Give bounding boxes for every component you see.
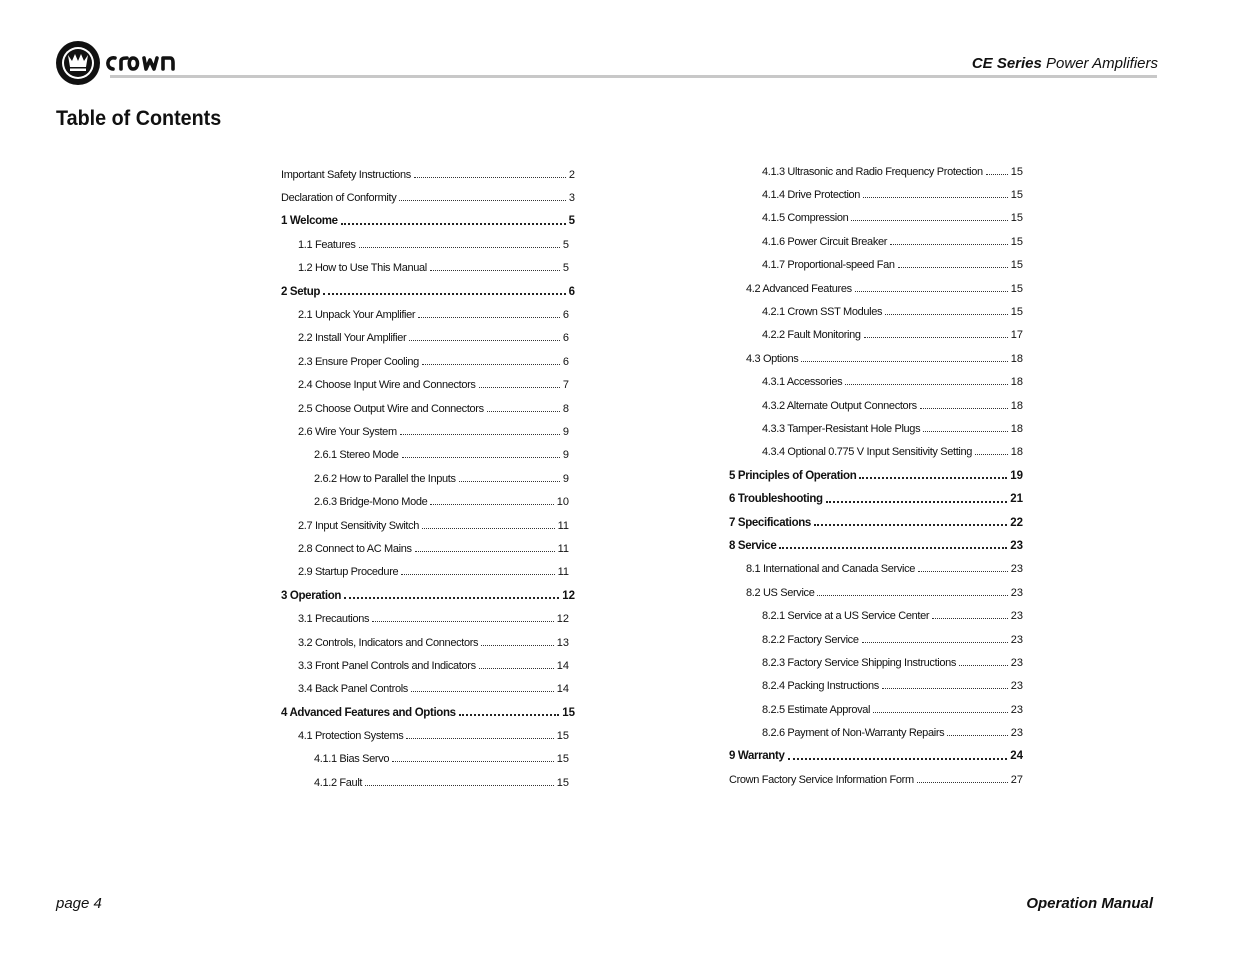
toc-entry-title: 8.2.1 Service at a US Service Center: [762, 610, 930, 623]
toc-entry[interactable]: [281, 327, 575, 350]
toc-dot-leader: [788, 758, 1008, 760]
toc-entry-title: 4.3.2 Alternate Output Connectors: [762, 399, 917, 412]
toc-dot-leader: [365, 785, 554, 786]
toc-dot-leader: [947, 735, 1007, 736]
toc-entry[interactable]: [729, 581, 1023, 604]
toc-entry[interactable]: [729, 207, 1023, 230]
toc-entry[interactable]: [281, 631, 575, 654]
toc-entry[interactable]: [729, 651, 1023, 674]
toc-dot-leader: [859, 477, 1007, 479]
toc-entry-title: 8.2.5 Estimate Approval: [762, 703, 871, 716]
toc-entry-page: 27: [1010, 773, 1023, 786]
toc-entry-page: 9: [562, 425, 569, 438]
toc-dot-leader: [845, 384, 1007, 385]
toc-entry-page: 5: [568, 215, 575, 228]
toc-entry-page: 18: [1010, 352, 1023, 365]
toc-dot-leader: [855, 291, 1008, 292]
toc-entry[interactable]: [729, 300, 1023, 323]
toc-entry-title: 2.2 Install Your Amplifier: [298, 332, 407, 345]
toc-dot-leader: [479, 387, 560, 388]
toc-entry[interactable]: [729, 441, 1023, 464]
toc-entry[interactable]: [281, 210, 575, 233]
toc-dot-leader: [801, 361, 1007, 362]
toc-dot-leader: [898, 267, 1008, 268]
toc-entry-page: 23: [1010, 610, 1023, 623]
toc-dot-leader: [885, 314, 1008, 315]
toc-entry-title: 4 Advanced Features and Options: [281, 706, 456, 719]
toc-entry[interactable]: [729, 324, 1023, 347]
toc-entry-title: 4.1 Protection Systems: [298, 730, 404, 743]
toc-entry-title: 4.3.1 Accessories: [762, 376, 843, 389]
toc-entry-title: 8 Service: [729, 539, 777, 552]
toc-dot-leader: [863, 197, 1008, 198]
toc-entry[interactable]: [281, 724, 575, 747]
toc-dot-leader: [401, 574, 554, 575]
toc-dot-leader: [975, 454, 1008, 455]
toc-entry[interactable]: [281, 467, 575, 490]
toc-entry-title: 4.2.1 Crown SST Modules: [762, 306, 883, 319]
toc-dot-leader: [826, 501, 1007, 503]
toc-entry-title: 4.3.3 Tamper-Resistant Hole Plugs: [762, 422, 921, 435]
toc-dot-leader: [487, 411, 560, 412]
toc-entry-page: 14: [556, 683, 569, 696]
toc-entry[interactable]: [281, 537, 575, 560]
toc-entry-page: 23: [1010, 703, 1023, 716]
toc-entry-title: 4.2 Advanced Features: [746, 282, 852, 295]
toc-entry-title: 2.6.1 Stereo Mode: [314, 449, 399, 462]
toc-dot-leader: [422, 364, 560, 365]
toc-entry-page: 23: [1010, 586, 1023, 599]
toc-entry-page: 15: [556, 730, 569, 743]
toc-entry[interactable]: [729, 745, 1023, 768]
toc-entry[interactable]: [729, 417, 1023, 440]
toc-dot-leader: [779, 547, 1007, 549]
toc-entry[interactable]: [729, 464, 1023, 487]
toc-entry[interactable]: [729, 371, 1023, 394]
toc-dot-leader: [923, 431, 1008, 432]
toc-entry-page: 11: [557, 542, 569, 555]
toc-entry[interactable]: [281, 514, 575, 537]
series-name: CE Series: [971, 55, 1042, 72]
toc-entry-title: 3.4 Back Panel Controls: [298, 683, 408, 696]
toc-entry[interactable]: [281, 350, 575, 373]
toc-entry-title: 2 Setup: [281, 285, 321, 298]
toc-dot-leader: [406, 738, 553, 739]
toc-entry-title: 2.9 Startup Procedure: [298, 566, 399, 579]
toc-dot-leader: [392, 761, 554, 762]
toc-entry-page: 18: [1010, 376, 1023, 389]
toc-entry-title: 4.3.4 Optional 0.775 V Input Sensitivity Setting: [762, 446, 973, 459]
toc-entry[interactable]: [281, 397, 575, 420]
toc-dot-leader: [479, 668, 554, 669]
toc-entry-title: 3.1 Precautions: [298, 613, 370, 626]
toc-entry[interactable]: [281, 584, 575, 607]
toc-entry-page: 6: [562, 332, 569, 345]
toc-dot-leader: [409, 340, 560, 341]
toc-entry-page: 6: [568, 285, 575, 298]
toc-dot-leader: [459, 481, 560, 482]
toc-dot-leader: [323, 293, 566, 295]
toc-entry[interactable]: [729, 277, 1023, 300]
toc-entry-page: 19: [1010, 469, 1023, 482]
toc-entry-title: 4.2.2 Fault Monitoring: [762, 329, 861, 342]
toc-entry-page: 11: [557, 519, 569, 532]
toc-entry-title: 4.1.7 Proportional-speed Fan: [762, 259, 895, 272]
toc-entry-page: 23: [1010, 539, 1023, 552]
toc-dot-leader: [399, 200, 566, 201]
toc-entry-page: 15: [1010, 189, 1023, 202]
toc-entry-title: 2.1 Unpack Your Amplifier: [298, 309, 416, 322]
toc-entry-page: 9: [562, 472, 569, 485]
toc-entry-title: 2.5 Choose Output Wire and Connectors: [298, 402, 484, 415]
toc-entry-page: 22: [1010, 516, 1023, 529]
toc-entry[interactable]: [281, 257, 575, 280]
toc-dot-leader: [430, 270, 560, 271]
toc-entry-page: 15: [562, 706, 575, 719]
toc-entry-title: 8.2.3 Factory Service Shipping Instructions: [762, 656, 957, 669]
toc-entry-page: 21: [1010, 493, 1023, 506]
toc-entry-page: 12: [562, 589, 575, 602]
toc-dot-leader: [481, 645, 554, 646]
toc-entry-page: 23: [1010, 563, 1023, 576]
toc-dot-leader: [344, 597, 559, 599]
toc-entry-page: 7: [562, 379, 569, 392]
toc-dot-leader: [415, 551, 555, 552]
toc-entry-page: 15: [1010, 259, 1023, 272]
toc-dot-leader: [402, 457, 560, 458]
toc-dot-leader: [430, 504, 553, 505]
toc-entry-page: 2: [568, 168, 575, 181]
toc-entry-title: 4.3 Options: [746, 352, 799, 365]
toc-entry-page: 10: [556, 496, 569, 509]
toc-entry[interactable]: [729, 487, 1023, 510]
toc-entry-title: 3 Operation: [281, 589, 342, 602]
toc-entry-title: 1.2 How to Use This Manual: [298, 262, 427, 275]
series-subtitle: Power Amplifiers: [1041, 55, 1158, 72]
toc-entry-page: 23: [1010, 633, 1023, 646]
toc-entry-title: 2.3 Ensure Proper Cooling: [298, 355, 419, 368]
toc-dot-leader: [459, 714, 560, 716]
toc-entry-page: 17: [1010, 329, 1023, 342]
toc-dot-leader: [920, 408, 1008, 409]
toc-entry-page: 6: [562, 309, 569, 322]
toc-entry-title: 2.7 Input Sensitivity Switch: [298, 519, 420, 532]
toc-entry[interactable]: [281, 771, 575, 794]
toc-entry[interactable]: [729, 768, 1023, 791]
toc-entry-title: 3.2 Controls, Indicators and Connectors: [298, 636, 479, 649]
crown-logo: [55, 40, 205, 86]
toc-entry-title: 2.8 Connect to AC Mains: [298, 542, 412, 555]
toc-entry-title: 2.6.3 Bridge-Mono Mode: [314, 496, 428, 509]
toc-entry[interactable]: [281, 186, 575, 209]
toc-entry-page: 15: [556, 776, 569, 789]
toc-entry[interactable]: [729, 534, 1023, 557]
toc-dot-leader: [917, 782, 1008, 783]
toc-entry[interactable]: [281, 233, 575, 256]
toc-entry-title: 6 Troubleshooting: [729, 493, 823, 506]
toc-entry[interactable]: [281, 654, 575, 677]
toc-entry-title: 2.6 Wire Your System: [298, 425, 397, 438]
toc-entry-title: 4.1.3 Ultrasonic and Radio Frequency Protection: [762, 165, 983, 178]
toc-entry[interactable]: [281, 561, 575, 584]
toc-entry[interactable]: [281, 701, 575, 724]
toc-right-column: [729, 160, 1023, 792]
toc-entry-page: 12: [556, 613, 569, 626]
toc-entry-title: 4.1.5 Compression: [762, 212, 849, 225]
toc-entry-page: 15: [1010, 235, 1023, 248]
toc-dot-leader: [882, 688, 1008, 689]
toc-entry-title: 8.1 International and Canada Service: [746, 563, 916, 576]
toc-entry[interactable]: [729, 230, 1023, 253]
toc-left-column: [281, 163, 575, 795]
toc-entry-page: 24: [1010, 750, 1023, 763]
toc-entry[interactable]: [281, 444, 575, 467]
toc-dot-leader: [918, 571, 1008, 572]
toc-entry[interactable]: [729, 698, 1023, 721]
toc-dot-leader: [959, 665, 1008, 666]
toc-entry[interactable]: [281, 748, 575, 771]
footer-page-number: page 4: [56, 895, 102, 912]
series-title: [972, 55, 1158, 72]
toc-entry-page: 15: [1010, 165, 1023, 178]
toc-dot-leader: [864, 337, 1008, 338]
toc-dot-leader: [890, 244, 1008, 245]
toc-entry-page: 15: [556, 753, 569, 766]
toc-entry[interactable]: [281, 303, 575, 326]
toc-entry-title: 4.1.4 Drive Protection: [762, 189, 861, 202]
toc-entry-page: 18: [1010, 446, 1023, 459]
toc-dot-leader: [862, 642, 1008, 643]
toc-entry-page: 23: [1010, 680, 1023, 693]
toc-entry[interactable]: [729, 558, 1023, 581]
toc-dot-leader: [851, 220, 1007, 221]
toc-dot-leader: [986, 174, 1008, 175]
toc-entry-title: 4.1.1 Bias Servo: [314, 753, 390, 766]
toc-entry-page: 6: [562, 355, 569, 368]
toc-dot-leader: [814, 524, 1007, 526]
toc-entry[interactable]: [281, 163, 575, 186]
footer-manual-title: Operation Manual: [1026, 895, 1153, 912]
toc-entry[interactable]: [729, 604, 1023, 627]
toc-entry[interactable]: [281, 607, 575, 630]
toc-entry[interactable]: [729, 394, 1023, 417]
toc-dot-leader: [341, 223, 566, 225]
toc-entry-title: 1.1 Features: [298, 238, 356, 251]
toc-entry-page: 15: [1010, 306, 1023, 319]
toc-entry-page: 14: [556, 659, 569, 672]
toc-entry-title: 2.6.2 How to Parallel the Inputs: [314, 472, 456, 485]
toc-entry-page: 8: [562, 402, 569, 415]
toc-dot-leader: [932, 618, 1008, 619]
toc-dot-leader: [414, 177, 566, 178]
toc-entry[interactable]: [729, 183, 1023, 206]
toc-entry[interactable]: [729, 675, 1023, 698]
toc-entry-title: 9 Warranty: [729, 750, 785, 763]
toc-dot-leader: [817, 595, 1007, 596]
toc-entry[interactable]: [729, 254, 1023, 277]
toc-entry-page: 13: [556, 636, 569, 649]
toc-entry-title: 3.3 Front Panel Controls and Indicators: [298, 659, 476, 672]
toc-dot-leader: [372, 621, 554, 622]
toc-entry-title: 7 Specifications: [729, 516, 811, 529]
toc-dot-leader: [359, 247, 560, 248]
toc-entry-title: 8.2 US Service: [746, 586, 815, 599]
toc-entry-title: 2.4 Choose Input Wire and Connectors: [298, 379, 476, 392]
toc-entry-title: 8.2.2 Factory Service: [762, 633, 859, 646]
toc-entry-title: 8.2.4 Packing Instructions: [762, 680, 879, 693]
toc-entry-title: 5 Principles of Operation: [729, 469, 857, 482]
toc-dot-leader: [873, 712, 1008, 713]
toc-entry[interactable]: [281, 280, 575, 303]
toc-entry-title: Crown Factory Service Information Form: [729, 773, 914, 786]
toc-dot-leader: [411, 691, 554, 692]
toc-entry-page: 5: [562, 238, 569, 251]
toc-dot-leader: [422, 528, 555, 529]
toc-entry-title: Important Safety Instructions: [281, 168, 411, 181]
toc-entry[interactable]: [729, 160, 1023, 183]
toc-entry[interactable]: [729, 511, 1023, 534]
toc-entry-title: 8.2.6 Payment of Non-Warranty Repairs: [762, 727, 945, 740]
toc-entry-title: 4.1.6 Power Circuit Breaker: [762, 235, 888, 248]
toc-entry[interactable]: [729, 721, 1023, 744]
toc-dot-leader: [400, 434, 560, 435]
toc-entry-page: 15: [1010, 212, 1023, 225]
toc-entry-title: 1 Welcome: [281, 215, 338, 228]
toc-entry-page: 18: [1010, 422, 1023, 435]
page-title: Table of Contents: [56, 107, 222, 130]
toc-entry-title: 4.1.2 Fault: [314, 776, 363, 789]
toc-entry-title: Declaration of Conformity: [281, 192, 397, 205]
toc-entry-page: 9: [562, 449, 569, 462]
toc-entry[interactable]: [281, 374, 575, 397]
toc-entry-page: 5: [562, 262, 569, 275]
toc-entry-page: 15: [1010, 282, 1023, 295]
toc-entry[interactable]: [729, 347, 1023, 370]
toc-entry[interactable]: [281, 420, 575, 443]
toc-entry-page: 23: [1010, 727, 1023, 740]
toc-dot-leader: [418, 317, 560, 318]
toc-entry-page: 23: [1010, 656, 1023, 669]
toc-entry-page: 3: [568, 192, 575, 205]
toc-entry[interactable]: [281, 490, 575, 513]
toc-entry-page: 18: [1010, 399, 1023, 412]
toc-entry[interactable]: [729, 628, 1023, 651]
toc-entry[interactable]: [281, 678, 575, 701]
toc-entry-page: 11: [557, 566, 569, 579]
header-rule: [110, 75, 1157, 78]
